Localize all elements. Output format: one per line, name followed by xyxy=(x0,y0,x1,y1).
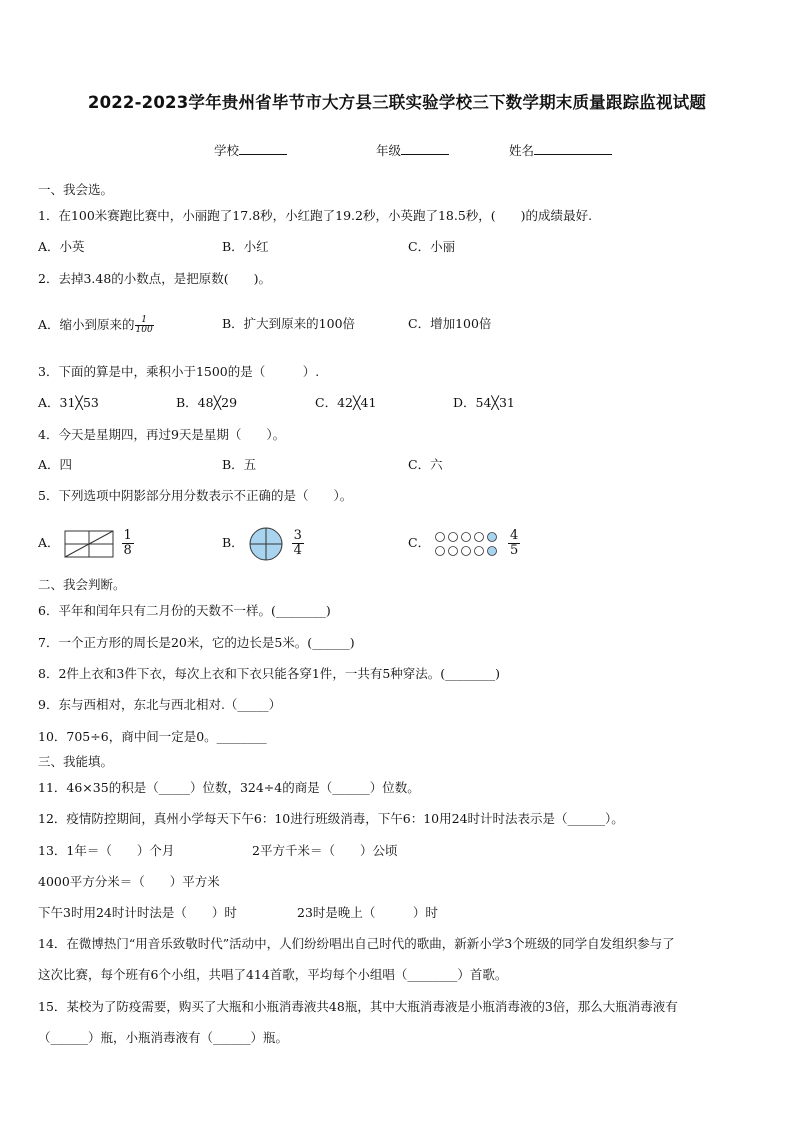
section-heading: 二、我会判断。 xyxy=(38,577,126,592)
question-14-line-2: 这次比赛，每个班有6个小组，共唱了414首歌，平均每个小组唱（________）首歌。 xyxy=(38,967,508,982)
question-2: 2．去掉3.48的小数点，是把原数( )。 xyxy=(38,271,272,286)
school-blank[interactable] xyxy=(239,142,287,155)
q1-option-b[interactable]: B．小红 xyxy=(222,239,269,254)
question-13-line-1a: 13．1年＝（ ）个月 xyxy=(38,843,175,858)
question-7: 7．一个正方形的周长是20米，它的边长是5米。(______) xyxy=(38,635,355,650)
question-9: 9．东与西相对，东北与西北相对.（_____） xyxy=(38,697,282,712)
q5-option-c[interactable]: C． $\frac{4}{5}$ xyxy=(408,528,519,558)
grade-field: 年级 xyxy=(376,141,449,159)
fraction: $\frac{1}{100}$ xyxy=(135,315,153,335)
name-field: 姓名 xyxy=(509,141,612,159)
question-13-line-1b: 2平方千米＝（ ）公顷 xyxy=(252,843,398,858)
q1-option-c[interactable]: C．小丽 xyxy=(408,239,456,254)
question-12: 12．疫情防控期间，真州小学每天下午6：10进行班级消毒，下午6：10用24时计时法表示是（______）。 xyxy=(38,811,624,826)
question-10: 10．705÷6，商中间一定是0。________ xyxy=(38,729,267,744)
question-11: 11．46×35的积是（_____）位数，324÷4的商是（______）位数。 xyxy=(38,780,420,795)
question-8: 8．2件上衣和3件下衣，每次上衣和下衣只能各穿1件，一共有5种穿法。(________) xyxy=(38,666,501,681)
question-6: 6．平年和闰年只有二月份的天数不一样。(________) xyxy=(38,603,331,618)
name-blank[interactable] xyxy=(534,142,612,155)
q3-option-d[interactable]: D．54╳31 xyxy=(453,395,515,410)
section-heading: 三、我能填。 xyxy=(38,754,114,769)
question-15-line-1: 15．某校为了防疫需要，购买了大瓶和小瓶消毒液共48瓶，其中大瓶消毒液是小瓶消毒液的3倍，那么大瓶消毒液有 xyxy=(38,999,678,1014)
grade-blank[interactable] xyxy=(401,142,449,155)
rectangle-figure xyxy=(64,530,114,558)
section-heading: 一、我会选。 xyxy=(38,182,114,197)
fraction: $\frac{3}{4}$ xyxy=(293,528,302,558)
q5-option-a[interactable]: A． $\frac{1}{8}$ xyxy=(38,528,132,558)
q4-option-b[interactable]: B．五 xyxy=(222,457,257,472)
question-5: 5．下列选项中阴影部分用分数表示不正确的是（ ）。 xyxy=(38,488,353,503)
question-13-line-2: 4000平方分米＝（ ）平方米 xyxy=(38,874,220,889)
q5-option-b[interactable]: B． $\frac{3}{4}$ xyxy=(222,524,304,562)
question-1: 1．在100米赛跑比赛中，小丽跑了17.8秒，小红跑了19.2秒，小英跑了18.5秒，( )的成绩最好. xyxy=(38,208,593,223)
question-3: 3．下面的算是中，乘积小于1500的是（ ）. xyxy=(38,364,320,379)
q1-option-a[interactable]: A．小英 xyxy=(38,239,85,254)
question-13-line-3a: 下午3时用24时计时法是（ ）时 xyxy=(38,905,237,920)
q3-option-a[interactable]: A．31╳53 xyxy=(38,395,99,410)
page-title: 2022-2023学年贵州省毕节市大方县三联实验学校三下数学期末质量跟踪监视试题 xyxy=(87,93,707,112)
school-field: 学校 xyxy=(214,141,287,159)
q2-option-a[interactable]: A．缩小到原来的 $\frac{1}{100}$ xyxy=(38,315,153,335)
question-15-line-2: （______）瓶，小瓶消毒液有（______）瓶。 xyxy=(38,1030,289,1045)
q3-option-b[interactable]: B．48╳29 xyxy=(176,395,238,410)
q4-option-c[interactable]: C．六 xyxy=(408,457,443,472)
circle-figure xyxy=(248,526,284,562)
question-4: 4．今天是星期四，再过9天是星期（ ）。 xyxy=(38,427,286,442)
question-13-line-3b: 23时是晚上（ ）时 xyxy=(297,905,438,920)
q2-option-b[interactable]: B．扩大到原来的100倍 xyxy=(222,316,356,331)
q3-option-c[interactable]: C．42╳41 xyxy=(315,395,377,410)
dots-figure xyxy=(434,530,500,558)
q4-option-a[interactable]: A．四 xyxy=(38,457,73,472)
fraction: $\frac{4}{5}$ xyxy=(510,528,519,558)
fraction: $\frac{1}{8}$ xyxy=(123,528,132,558)
q2-option-c[interactable]: C．增加100倍 xyxy=(408,316,492,331)
question-14-line-1: 14．在微博热门“用音乐致敬时代”活动中，人们纷纷唱出自己时代的歌曲，新新小学3个班级的同学自发组织参与了 xyxy=(38,936,675,951)
